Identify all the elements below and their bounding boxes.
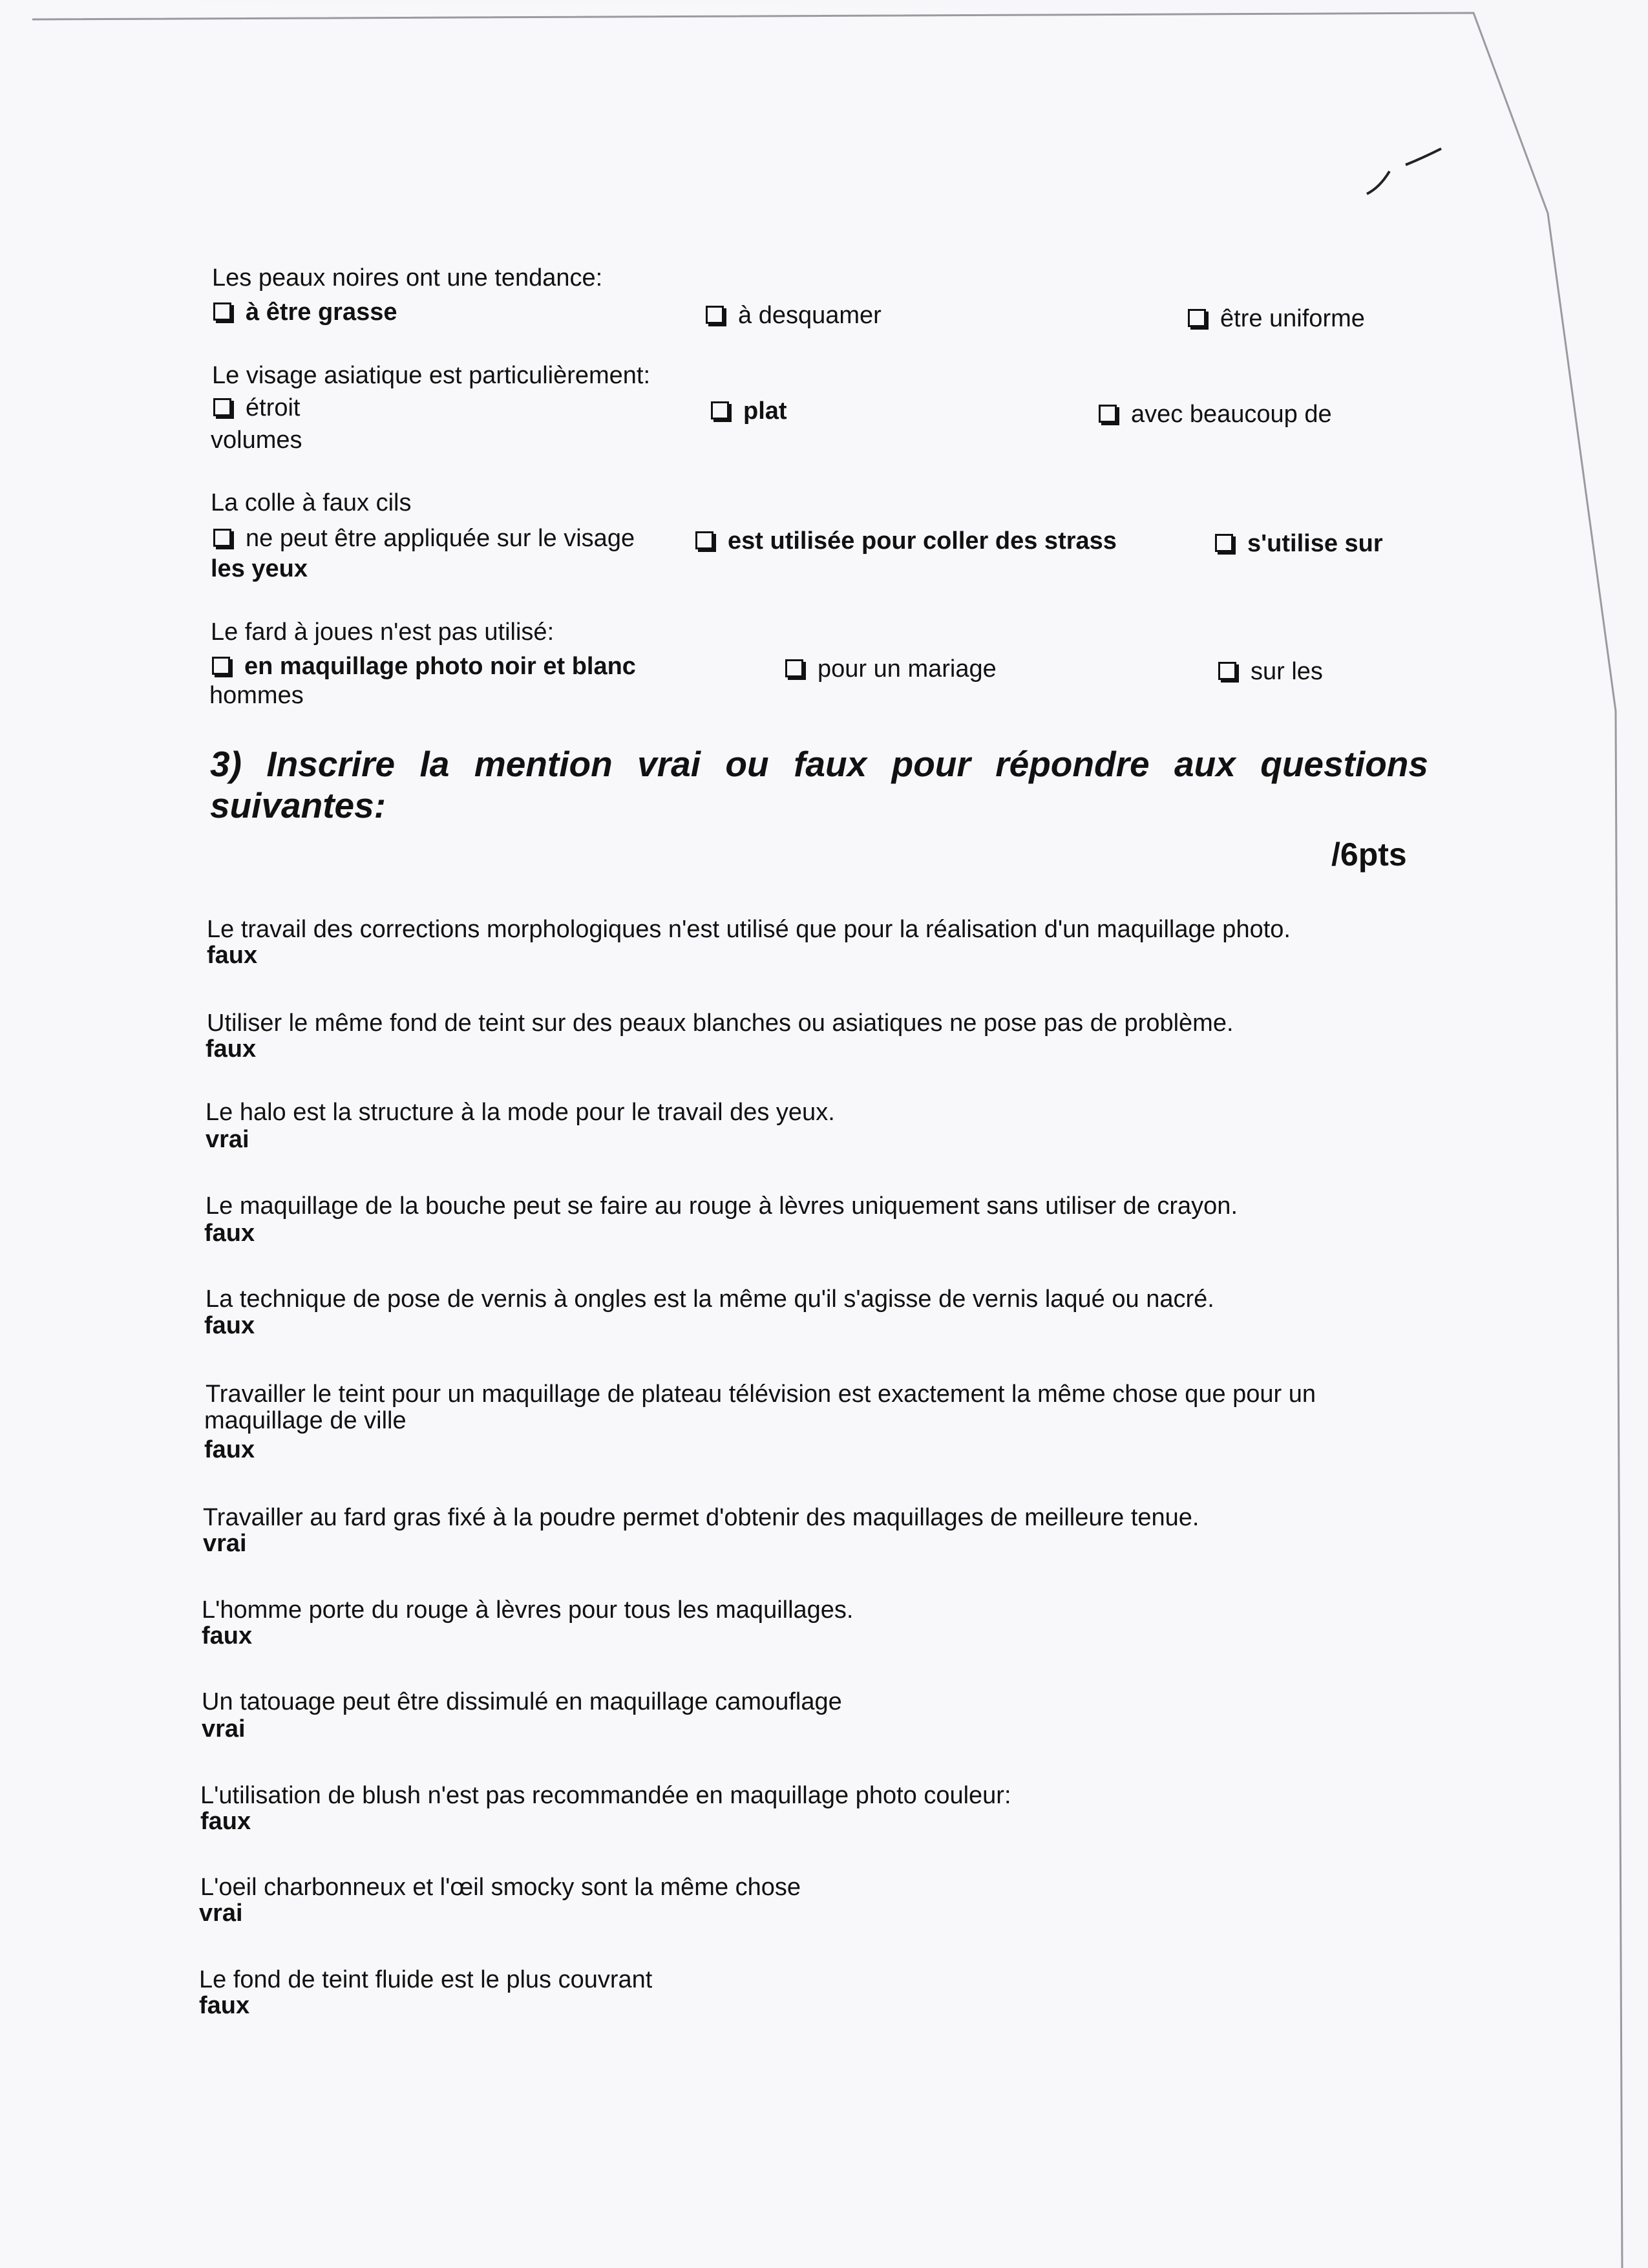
mcq-3-option-b: est utilisée pour coller des strass xyxy=(695,526,1117,556)
checkbox-icon xyxy=(1218,662,1236,680)
tf-question-2: Utiliser le même fond de teint sur des peaux blanches ou asiatiques ne pose pas de problème. xyxy=(207,1010,1234,1037)
tf-answer-3: vrai xyxy=(206,1126,249,1153)
mcq-3-option-a: ne peut être appliquée sur le visage xyxy=(213,524,635,553)
checkbox-icon xyxy=(1215,534,1233,552)
checkbox-icon xyxy=(1188,309,1206,327)
checkbox-icon xyxy=(706,306,724,324)
tf-question-6-cont: maquillage de ville xyxy=(204,1407,407,1434)
tf-answer-5: faux xyxy=(204,1312,255,1339)
mcq-3-wrap: les yeux xyxy=(211,555,308,582)
mcq-1-option-b: à desquamer xyxy=(706,301,882,330)
tf-question-4: Le maquillage de la bouche peut se faire au rouge à lèvres uniquement sans utiliser de crayon. xyxy=(206,1192,1238,1220)
checkbox-icon xyxy=(785,659,803,677)
tf-question-7: Travailler au fard gras fixé à la poudre permet d'obtenir des maquillages de meilleure tenue. xyxy=(203,1504,1199,1531)
mcq-4-option-b: pour un mariage xyxy=(785,654,997,684)
checkbox-icon xyxy=(213,529,231,547)
tf-answer-12: faux xyxy=(199,1992,250,2019)
mcq-2-option-a: étroit xyxy=(213,393,300,423)
tf-answer-6: faux xyxy=(204,1436,255,1463)
tf-answer-8: faux xyxy=(202,1622,253,1649)
checkbox-icon xyxy=(695,531,713,549)
tf-question-9: Un tatouage peut être dissimulé en maquillage camouflage xyxy=(202,1688,842,1715)
checkbox-icon xyxy=(1099,405,1117,423)
section-3-title: 3) Inscrire la mention vrai ou faux pour répondre aux questions suivantes: xyxy=(210,744,1428,825)
tf-question-5: La technique de pose de vernis à ongles est la même qu'il s'agisse de vernis laqué ou nacré. xyxy=(206,1286,1214,1313)
mcq-2-wrap: volumes xyxy=(211,427,302,454)
tf-answer-9: vrai xyxy=(202,1715,246,1743)
mcq-4-option-c: sur les xyxy=(1218,657,1323,686)
mcq-2-stem: Le visage asiatique est particulièrement: xyxy=(212,362,651,389)
tf-answer-4: faux xyxy=(204,1220,255,1247)
checkbox-icon xyxy=(213,398,231,416)
tf-question-12: Le fond de teint fluide est le plus couvrant xyxy=(199,1966,653,1993)
mcq-1-stem: Les peaux noires ont une tendance: xyxy=(212,264,603,291)
mcq-2-option-b: plat xyxy=(711,396,787,426)
mcq-1-option-a: à être grasse xyxy=(213,297,397,327)
mcq-3-option-c: s'utilise sur xyxy=(1215,529,1383,558)
mcq-4-option-a: en maquillage photo noir et blanc xyxy=(212,652,636,681)
tf-question-3: Le halo est la structure à la mode pour le travail des yeux. xyxy=(206,1099,835,1126)
tf-question-6: Travailler le teint pour un maquillage de plateau télévision est exactement la même chose que pour un xyxy=(206,1381,1316,1408)
mcq-4-wrap: hommes xyxy=(209,682,304,709)
checkbox-icon xyxy=(212,657,230,675)
tf-question-11: L'oeil charbonneux et l'œil smocky sont la même chose xyxy=(200,1874,801,1901)
tf-answer-10: faux xyxy=(200,1808,251,1835)
tf-answer-1: faux xyxy=(207,942,258,969)
mcq-3-stem: La colle à faux cils xyxy=(211,489,412,516)
tf-answer-11: vrai xyxy=(199,1900,243,1927)
tf-question-10: L'utilisation de blush n'est pas recommandée en maquillage photo couleur: xyxy=(200,1782,1011,1809)
tf-answer-2: faux xyxy=(206,1035,257,1063)
checkbox-icon xyxy=(213,302,231,321)
mcq-1-option-c: être uniforme xyxy=(1188,304,1365,334)
mcq-4-stem: Le fard à joues n'est pas utilisé: xyxy=(211,619,555,646)
tf-question-8: L'homme porte du rouge à lèvres pour tous les maquillages. xyxy=(202,1596,854,1624)
tf-question-1: Le travail des corrections morphologiques n'est utilisé que pour la réalisation d'un maquillage photo. xyxy=(207,916,1291,943)
mcq-2-option-c: avec beaucoup de xyxy=(1099,399,1332,429)
checkbox-icon xyxy=(711,401,729,419)
tf-answer-7: vrai xyxy=(203,1530,247,1557)
section-3-points: /6pts xyxy=(1331,836,1407,873)
